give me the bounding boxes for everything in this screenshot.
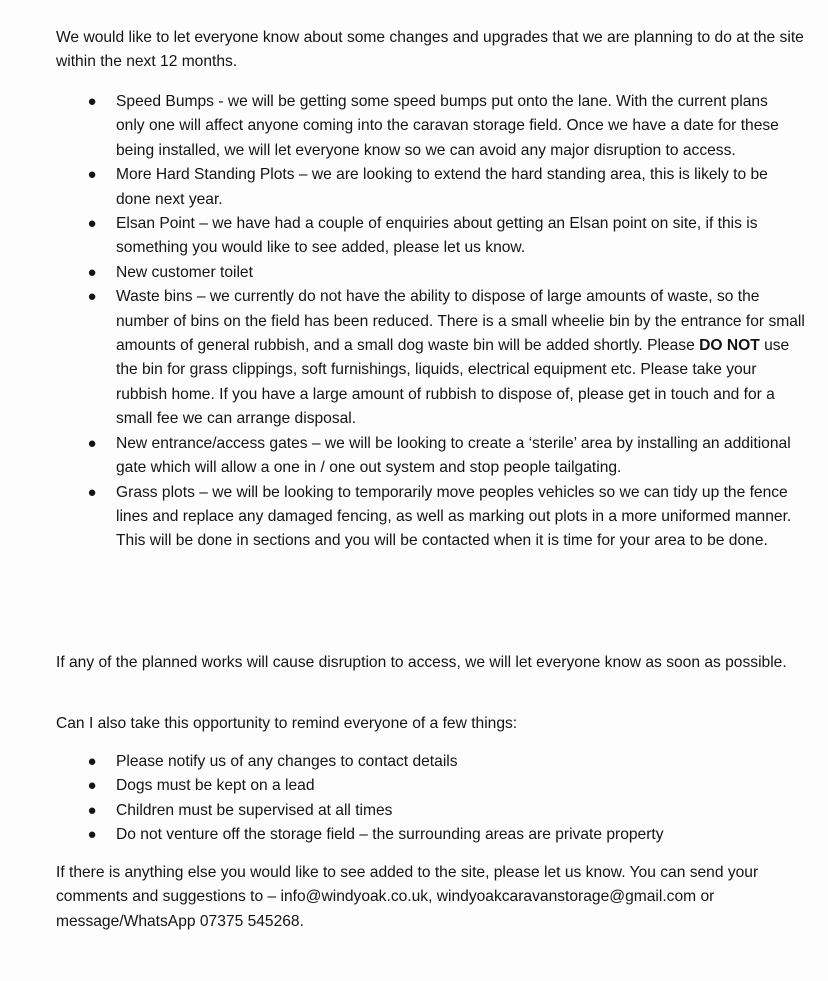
- bullet-icon: ●: [87, 777, 97, 795]
- closing-paragraph: If there is anything else you would like to see added to the site, please let us know. You can send your comments and suggestions to – info@windyoak.co.uk, windyoakcaravanstorage@gmail.com or message/WhatsApp 07375 545268.: [56, 864, 759, 930]
- list-item-children: [0, 799, 806, 823]
- disruption-paragraph: If any of the planned works will cause disruption to access, we will let everyone know as soon as possible.: [56, 654, 787, 671]
- list-item-toilet: [0, 261, 806, 285]
- list-item-text: [116, 288, 805, 427]
- list-item-contact-details: [0, 750, 806, 774]
- bullet-icon: ●: [87, 826, 97, 844]
- list-item-text: Dogs must be kept on a lead: [116, 777, 315, 795]
- reminder-intro-paragraph: Can I also take this opportunity to remind everyone of a few things:: [56, 715, 518, 732]
- list-item-dogs: [0, 774, 806, 798]
- bullet-icon: ●: [87, 434, 97, 452]
- list-item-waste-bins: [0, 285, 806, 431]
- list-item-hard-standing: [0, 163, 806, 212]
- list-item-text: New entrance/access gates – we will be looking to create a ‘sterile’ area by installing an additional gate which will allow a one in / one out system and stop people tailgating.: [116, 434, 791, 477]
- list-item-text: Elsan Point – we have had a couple of enquiries about getting an Elsan point on site, if this is something you would like to see added, please let us know.: [116, 215, 758, 257]
- list-item-text: Please notify us of any changes to contact details: [116, 753, 458, 770]
- bullet-icon: ●: [87, 166, 97, 184]
- planned-works-list: [0, 90, 828, 554]
- list-item-text: Children must be supervised at all times: [116, 801, 393, 819]
- bullet-icon: ●: [87, 93, 97, 110]
- list-item-private-property: [0, 823, 806, 847]
- list-item-access-gates: [0, 432, 806, 481]
- bullet-icon: ●: [87, 801, 97, 819]
- do-not-emphasis: DO NOT: [699, 337, 760, 355]
- list-item-grass-plots: [0, 481, 806, 554]
- bullet-icon: ●: [87, 483, 97, 501]
- list-item-text: More Hard Standing Plots – we are looking to extend the hard standing area, this is likely to be done next year.: [116, 166, 768, 208]
- list-item-speed-bumps: [0, 90, 798, 163]
- bullet-icon: ●: [87, 263, 97, 281]
- list-item-text: New customer toilet: [116, 263, 253, 281]
- waste-bins-text-end: use the bin for grass clippings, soft furnishings, liquids, electrical equipment etc. Please take your rubbish home. If you have a large amount of rubbish to dispose of, please get in touch and for a small fee we can arrange disposal.: [116, 337, 790, 428]
- list-item-text: Do not venture off the storage field – the surrounding areas are private property: [116, 826, 664, 844]
- intro-paragraph: We would like to let everyone know about some changes and upgrades that we are planning to do at the site within the next 12 months.: [56, 29, 804, 71]
- bullet-icon: ●: [87, 288, 97, 306]
- waste-bins-text-start: Waste bins – we currently do not have the ability to dispose of large amounts of waste, so the number of bins on the field has been reduced. There is a small wheelie bin by the entrance for small amounts of general rubbish, and a small dog waste bin will be added shortly. Please: [116, 288, 805, 355]
- bullet-icon: ●: [87, 215, 97, 233]
- reminders-list: [0, 750, 828, 848]
- list-item-text: Grass plots – we will be looking to temporarily move peoples vehicles so we can tidy up the fence lines and replace any damaged fencing, as well as marking out plots in a more uniformed manner. This will be done in sections and you will be contacted when it is time for your area to be done.: [116, 483, 792, 550]
- list-item-text: Speed Bumps - we will be getting some speed bumps put onto the lane. With the current plans only one will affect anyone coming into the caravan storage field. Once we have a date for these being installed, we will let everyone know so we can avoid any major disruption to access.: [116, 93, 779, 159]
- bullet-icon: ●: [87, 753, 97, 770]
- list-item-elsan-point: [0, 212, 806, 261]
